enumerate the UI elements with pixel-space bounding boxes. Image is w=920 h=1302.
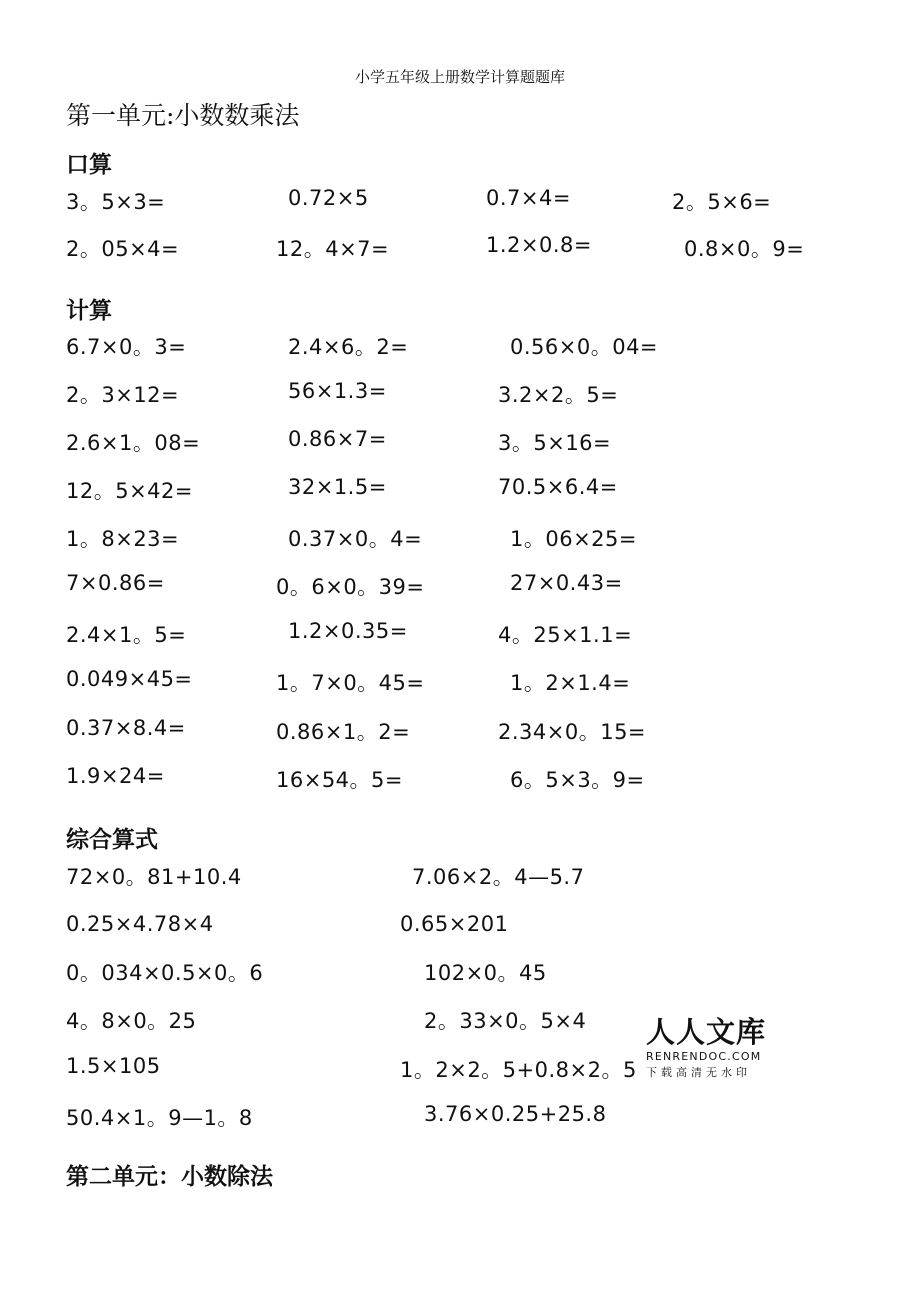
oral-expression: 1.2×0.8= xyxy=(486,233,592,257)
calc-expression: 1.2×0.35= xyxy=(288,619,408,643)
calc-expression: 2.6×1。08= xyxy=(66,431,201,455)
mixed-expression: 1。2×2。5+0.8×2。5 xyxy=(400,1058,637,1082)
calc-expression: 6。5×3。9= xyxy=(510,768,645,792)
calc-expression: 32×1.5= xyxy=(288,475,387,499)
calc-expression: 1。8×23= xyxy=(66,527,180,551)
calc-expression: 1.9×24= xyxy=(66,764,165,788)
mixed-expression: 50.4×1。9—1。8 xyxy=(66,1106,253,1130)
mixed-expression: 0。034×0.5×0。6 xyxy=(66,961,264,985)
calc-expression: 2.4×1。5= xyxy=(66,623,187,647)
calc-expression: 1。2×1.4= xyxy=(510,671,631,695)
calc-expression: 1。7×0。45= xyxy=(276,671,425,695)
mixed-expression: 2。33×0。5×4 xyxy=(424,1009,587,1033)
oral-expression: 3。5×3= xyxy=(66,190,166,214)
mixed-expression: 102×0。45 xyxy=(424,961,547,985)
calc-expression: 56×1.3= xyxy=(288,379,387,403)
mixed-expression: 0.25×4.78×4 xyxy=(66,912,214,936)
section-oral-title: 口算 xyxy=(66,152,112,178)
calc-expression: 4。25×1.1= xyxy=(498,623,633,647)
mixed-expression: 4。8×0。25 xyxy=(66,1009,197,1033)
mixed-expression: 1.5×105 xyxy=(66,1054,161,1078)
calc-expression: 0.37×0。4= xyxy=(288,527,423,551)
mixed-expression: 7.06×2。4—5.7 xyxy=(412,865,585,889)
calc-expression: 27×0.43= xyxy=(510,571,623,595)
calc-expression: 3.2×2。5= xyxy=(498,383,619,407)
page-header: 小学五年级上册数学计算题题库 xyxy=(354,68,565,86)
section-mixed-title: 综合算式 xyxy=(66,827,158,853)
calc-expression: 2。3×12= xyxy=(66,383,180,407)
calc-expression: 1。06×25= xyxy=(510,527,637,551)
calc-expression: 2.34×0。15= xyxy=(498,720,647,744)
oral-expression: 0.7×4= xyxy=(486,186,571,210)
calc-expression: 0.86×7= xyxy=(288,427,387,451)
calc-expression: 70.5×6.4= xyxy=(498,475,618,499)
watermark-subtitle: 下载高清无水印 xyxy=(646,1066,751,1079)
mixed-expression: 3.76×0.25+25.8 xyxy=(424,1102,607,1126)
calc-expression: 7×0.86= xyxy=(66,571,165,595)
calc-expression: 0.86×1。2= xyxy=(276,720,411,744)
calc-expression: 6.7×0。3= xyxy=(66,335,187,359)
unit2-title: 第二单元：小数除法 xyxy=(66,1164,273,1190)
calc-expression: 0.37×8.4= xyxy=(66,716,186,740)
calc-expression: 0.56×0。04= xyxy=(510,335,659,359)
calc-expression: 16×54。5= xyxy=(276,768,403,792)
oral-expression: 2。5×6= xyxy=(672,190,772,214)
watermark xyxy=(646,1015,776,1081)
calc-expression: 3。5×16= xyxy=(498,431,612,455)
mixed-expression: 72×0。81+10.4 xyxy=(66,865,242,889)
calc-expression: 2.4×6。2= xyxy=(288,335,409,359)
unit1-title: 第一单元:小数数乘法 xyxy=(66,101,300,130)
watermark-url: RENRENDOC.COM xyxy=(646,1050,762,1063)
oral-expression: 2。05×4= xyxy=(66,237,180,261)
mixed-expression: 0.65×201 xyxy=(400,912,509,936)
oral-expression: 0.8×0。9= xyxy=(684,237,805,261)
calc-expression: 0。6×0。39= xyxy=(276,575,425,599)
calc-expression: 0.049×45= xyxy=(66,667,193,691)
section-calc-title: 计算 xyxy=(66,298,112,324)
calc-expression: 12。5×42= xyxy=(66,479,193,503)
oral-expression: 12。4×7= xyxy=(276,237,390,261)
oral-expression: 0.72×5 xyxy=(288,186,369,210)
watermark-logo-text: 人人文库 xyxy=(646,1015,767,1049)
